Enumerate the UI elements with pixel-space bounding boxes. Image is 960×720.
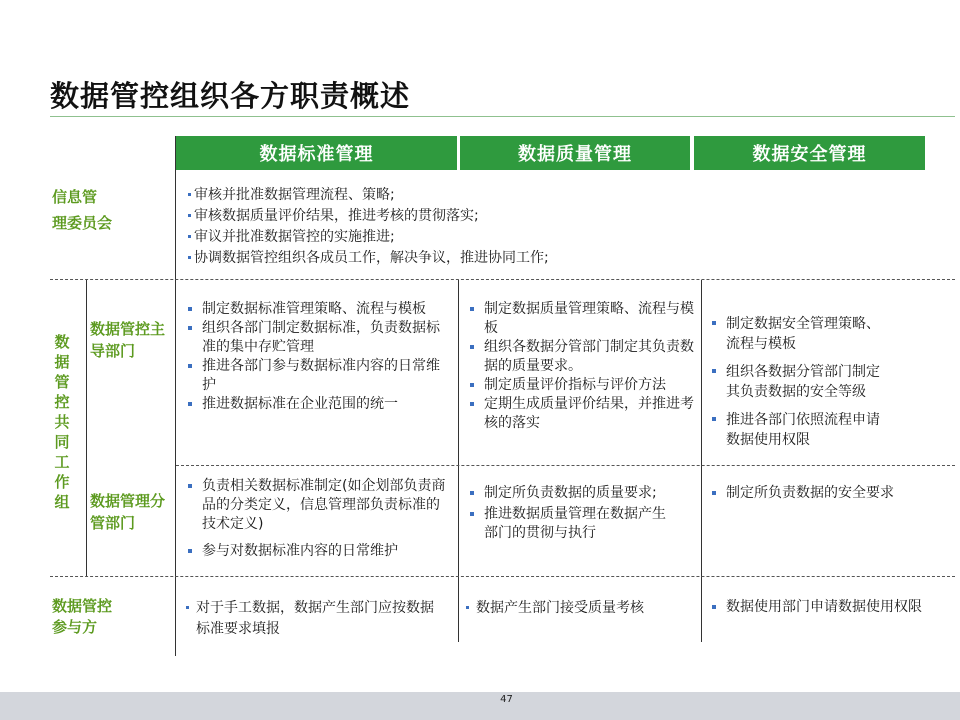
participants-standard-cell [184, 598, 446, 640]
list-item: 对于手工数据，数据产生部门应按数据标准要求填报 [184, 598, 446, 640]
list-item: 推进各部门依照流程申请数据使用权限 [708, 410, 892, 450]
lead-dept-label [90, 318, 165, 362]
branch-quality-cell [466, 484, 671, 543]
branch-dept-label-line1: 数据管理分 [90, 492, 166, 510]
lead-security-cell [708, 314, 892, 450]
list-item: 数据使用部门申请数据使用权限 [708, 598, 928, 617]
group-label-char: 组 [54, 493, 70, 511]
group-label-char: 同 [54, 433, 70, 451]
list-item: 制定所负责数据的安全要求 [708, 484, 913, 503]
group-label-char: 工 [54, 453, 70, 471]
committee-label-line1: 信息管 [52, 188, 98, 206]
branch-dept-label-line2: 管部门 [90, 514, 136, 532]
header-security: 数据安全管理 [694, 136, 925, 170]
group-label-char: 作 [54, 473, 70, 491]
group-label-char: 数 [54, 333, 70, 351]
group-label-char: 据 [54, 353, 70, 371]
list-item: 推进各部门参与数据标准内容的日常维护 [184, 357, 452, 395]
group-divider [86, 280, 87, 576]
list-item: 组织各数据分管部门制定其负责数据的安全等级 [708, 362, 892, 402]
page-title: 数据管控组织各方职责概述 [50, 79, 411, 113]
lead-standard-cell [184, 300, 452, 414]
title-divider [50, 116, 955, 117]
page-number: 47 [500, 694, 513, 705]
participants-label-line2: 参与方 [52, 618, 98, 636]
column-divider-1 [458, 280, 459, 642]
header-quality: 数据质量管理 [460, 136, 690, 170]
list-item: 审核并批准数据管理流程、策略; [186, 185, 786, 206]
group-label-char: 控 [54, 393, 70, 411]
list-item: 制定所负责数据的质量要求; [466, 484, 671, 503]
participants-quality-cell [464, 598, 696, 619]
list-item: 推进数据质量管理在数据产生部门的贯彻与执行 [466, 505, 671, 543]
row-divider-3 [50, 576, 955, 577]
column-divider-2 [701, 280, 702, 642]
list-item: 定期生成质量评价结果，并推进考核的落实 [466, 395, 696, 433]
group-label-char: 管 [54, 373, 70, 391]
participants-label [52, 596, 112, 638]
committee-label-line2: 理委员会 [52, 214, 113, 232]
branch-dept-label [90, 490, 165, 534]
lead-quality-cell [466, 300, 696, 433]
working-group-label [52, 332, 72, 512]
committee-label [52, 186, 112, 234]
branch-security-cell [708, 484, 913, 503]
list-item: 推进数据标准在企业范围的统一 [184, 395, 452, 414]
branch-standard-cell [184, 477, 449, 561]
list-item: 制定数据标准管理策略、流程与模板 [184, 300, 452, 319]
lead-dept-label-line2: 导部门 [90, 342, 136, 360]
committee-duties [186, 185, 786, 269]
participants-security-cell [708, 598, 928, 617]
list-item: 组织各数据分管部门制定其负责数据的质量要求。 [466, 338, 696, 376]
list-item: 审议并批准数据管控的实施推进; [186, 227, 786, 248]
list-item: 审核数据质量评价结果，推进考核的贯彻落实; [186, 206, 786, 227]
list-item: 组织各部门制定数据标准，负责数据标准的集中存贮管理 [184, 319, 452, 357]
list-item: 制定数据安全管理策略、流程与模板 [708, 314, 892, 354]
list-item: 负责相关数据标准制定(如企划部负责商品的分类定义，信息管理部负责标准的技术定义) [184, 477, 449, 534]
list-item: 参与对数据标准内容的日常维护 [184, 542, 449, 561]
lead-dept-label-line1: 数据管控主 [90, 320, 166, 338]
participants-label-line1: 数据管控 [52, 597, 113, 615]
list-item: 制定数据质量管理策略、流程与模板 [466, 300, 696, 338]
row-divider-1 [50, 279, 955, 280]
table-left-border [175, 136, 176, 656]
list-item: 协调数据管控组织各成员工作，解决争议，推进协同工作; [186, 248, 786, 269]
header-standard: 数据标准管理 [176, 136, 457, 170]
group-label-char: 共 [54, 413, 70, 431]
list-item: 数据产生部门接受质量考核 [464, 598, 696, 619]
row-divider-2 [176, 465, 955, 466]
list-item: 制定质量评价指标与评价方法 [466, 376, 696, 395]
